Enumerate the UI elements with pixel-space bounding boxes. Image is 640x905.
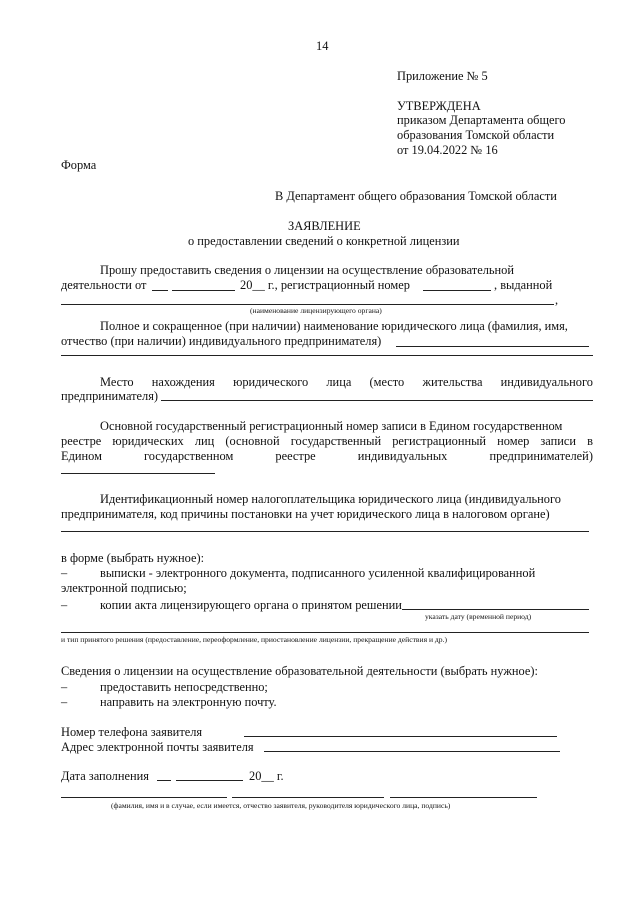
p4-line2: реестре юридических лиц (основной государственный регистрационный номер записи в	[61, 434, 593, 448]
order-date: от 19.04.2022 № 16	[397, 143, 498, 157]
org-name-field-1[interactable]	[396, 346, 589, 347]
email-label: Адрес электронной почты заявителя	[61, 740, 254, 754]
form-label: Форма	[61, 158, 97, 172]
org-name-field-2[interactable]	[61, 355, 593, 356]
phone-label: Номер телефона заявителя	[61, 725, 203, 739]
option-copy-act[interactable]: копии акта лицензирующего органа о принятом решении	[100, 598, 402, 612]
licensing-authority-caption: (наименование лицензирующего органа)	[250, 306, 382, 315]
p1-line2a: деятельности от	[61, 278, 147, 292]
p3-line1: Место нахождения юридического лица (место жительства индивидуального	[100, 375, 593, 389]
p1-comma: ,	[555, 293, 559, 307]
p1-line2c: , выданной	[494, 278, 553, 292]
order-line-2: образования Томской области	[397, 128, 555, 142]
decision-date-caption: указать дату (временной период)	[425, 612, 532, 621]
approved-label: УТВЕРЖДЕНА	[397, 99, 481, 113]
p4-line1: Основной государственный регистрационный номер записи в Едином государственном	[100, 419, 563, 433]
delivery-heading: Сведения о лицензии на осуществление образовательной деятельности (выбрать нужное):	[61, 664, 538, 678]
option-extract-line1[interactable]: выписки - электронного документа, подписанного усиленной квалифицированной	[100, 566, 536, 580]
signature-field-2[interactable]	[232, 797, 384, 798]
order-line-1: приказом Департамента общего	[397, 113, 566, 127]
location-field[interactable]	[161, 400, 593, 401]
signature-field-1[interactable]	[61, 797, 227, 798]
p2-line1: Полное и сокращенное (при наличии) наименование юридического лица (фамилия, имя,	[100, 319, 568, 333]
signature-caption: (фамилия, имя и в случае, если имеется, отчество заявителя, руководителя юридического лица, подпись)	[111, 801, 451, 810]
date-day-field[interactable]	[157, 780, 171, 781]
p1-line1: Прошу предоставить сведения о лицензии на осуществление образовательной	[100, 263, 514, 277]
license-month-field[interactable]	[172, 290, 235, 291]
option-extract-line2: электронной подписью;	[61, 581, 187, 595]
page-number: 14	[316, 39, 329, 53]
registration-number-field[interactable]	[423, 290, 491, 291]
date-label: Дата заполнения	[61, 769, 149, 783]
delivery-option-direct[interactable]: предоставить непосредственно;	[100, 680, 268, 694]
addressee: В Департамент общего образования Томской области	[275, 189, 557, 203]
date-month-field[interactable]	[176, 780, 243, 781]
phone-field[interactable]	[244, 736, 557, 737]
signature-field-3[interactable]	[390, 797, 537, 798]
decision-date-field[interactable]	[402, 609, 589, 610]
dash-marker: –	[61, 566, 68, 580]
email-field[interactable]	[264, 751, 560, 752]
dash-marker: –	[61, 695, 68, 709]
p5-line2: предпринимателя, код причины постановки на учет юридического лица в налоговом органе)	[61, 507, 550, 521]
dash-marker: –	[61, 598, 68, 612]
decision-type-caption: и тип принятого решения (предоставление, переоформление, приостановление лицензии, прекращение действия и др.)	[61, 635, 448, 644]
licensing-authority-field[interactable]	[61, 304, 554, 305]
p4-line3: Едином государственном реестре индивидуальных предпринимателей)	[61, 449, 593, 463]
license-day-field[interactable]	[152, 290, 168, 291]
inn-field[interactable]	[61, 531, 589, 532]
dash-marker: –	[61, 680, 68, 694]
decision-type-field[interactable]	[61, 632, 589, 633]
document-subtitle: о предоставлении сведений о конкретной лицензии	[188, 234, 460, 248]
ogrn-field[interactable]	[61, 473, 215, 474]
delivery-option-email[interactable]: направить на электронную почту.	[100, 695, 277, 709]
p2-line2: отчество (при наличии) индивидуального предпринимателя)	[61, 334, 382, 348]
p3-line2: предпринимателя)	[61, 389, 159, 403]
document-title: ЗАЯВЛЕНИЕ	[288, 219, 361, 233]
p1-line2b: 20__ г., регистрационный номер	[240, 278, 410, 292]
date-year: 20__ г.	[249, 769, 284, 783]
appendix-label: Приложение № 5	[397, 69, 488, 83]
p5-line1: Идентификационный номер налогоплательщика юридического лица (индивидуального	[100, 492, 561, 506]
form-choice-heading: в форме (выбрать нужное):	[61, 551, 205, 565]
